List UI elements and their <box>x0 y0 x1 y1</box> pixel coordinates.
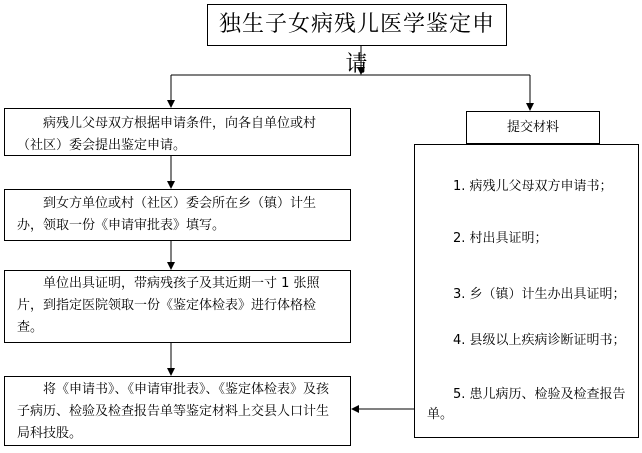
materials-item: 3. 乡（镇）计生办出具证明； <box>453 287 626 302</box>
materials-list <box>414 144 639 438</box>
materials-item: 1. 病残儿父母双方申请书； <box>453 179 613 194</box>
diagram-title: 独生子女病残儿医学鉴定申请 <box>207 4 507 46</box>
step-4-box: 将《申请书》、《申请审批表》、《鉴定体检表》及孩子病历、检验及检查报告单等鉴定材料上交县人口计生局科技股。 <box>4 376 351 446</box>
step-3-box: 单位出具证明，带病残孩子及其近期一寸 1 张照片，到指定医院领取一份《鉴定体检表》进行体格检查。 <box>4 270 351 343</box>
materials-item: 4. 县级以上疾病诊断证明书； <box>453 333 626 348</box>
materials-title: 提交材料 <box>466 111 600 144</box>
step-2-box: 到女方单位或村（社区）委会所在乡（镇）计生办，领取一份《申请审批表》填写。 <box>4 189 351 241</box>
materials-item: 5. 患儿病历、检验及检查报告单。 <box>427 387 626 422</box>
step-1-box: 病残儿父母双方根据申请条件，向各自单位或村（社区）委会提出鉴定申请。 <box>4 108 351 156</box>
materials-item: 2. 村出具证明； <box>453 231 548 246</box>
